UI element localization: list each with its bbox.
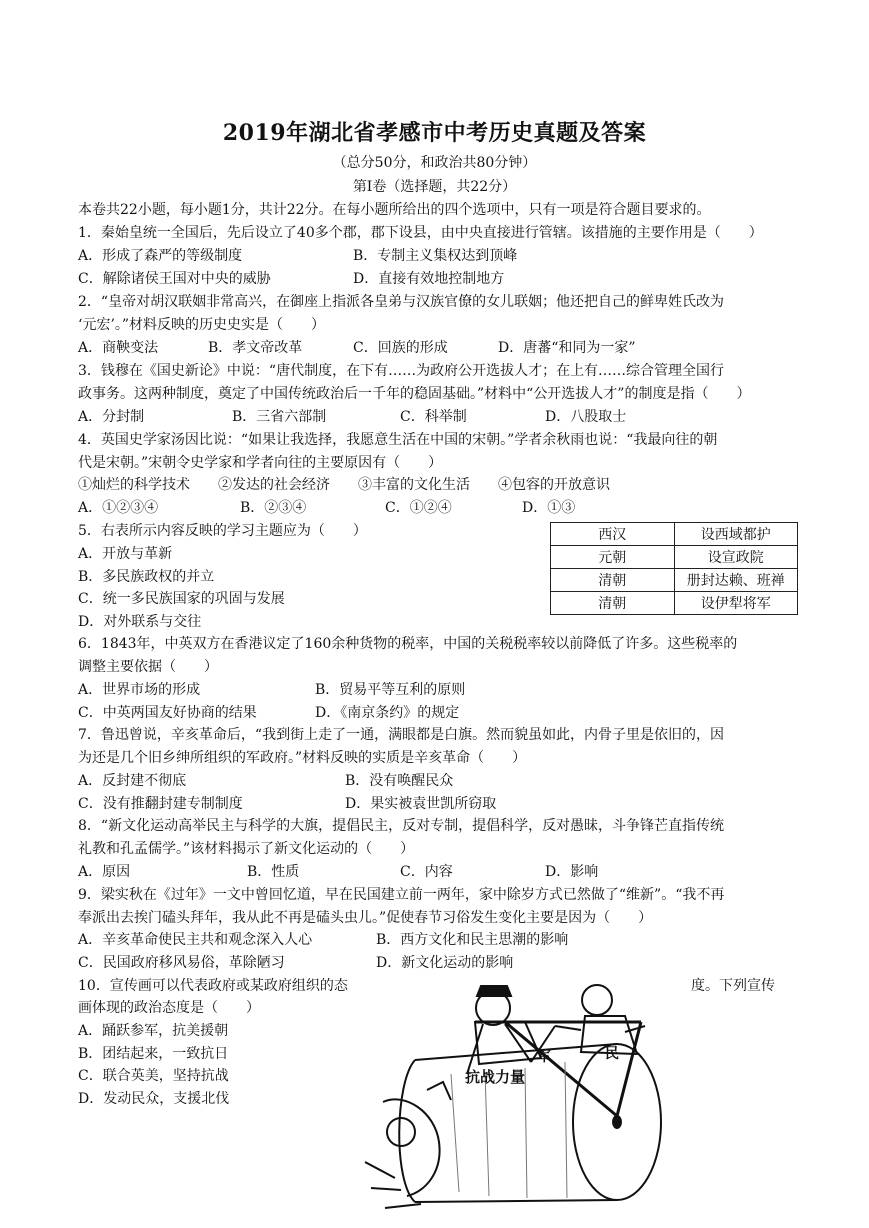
table-cell-measure: 册封达赖、班禅: [674, 569, 798, 592]
question-10-stem-line1b: 度。下列宣传: [691, 978, 775, 994]
q3-option-c: C．科举制: [400, 409, 467, 425]
q9-option-a: A．辛亥革命使民主共和观念深入人心: [78, 932, 313, 948]
question-3-stem-line1: 3．钱穆在《国史新论》中说：“唐代制度，在下有……为政府公开选拔人才；在上有……综合管理全国行: [78, 363, 725, 379]
question-7-stem-line2: 为还是几个旧乡绅所组织的军政府。”材料反映的实质是辛亥革命（ ）: [78, 750, 527, 766]
q3-option-b: B．三省六部制: [232, 409, 327, 425]
q2-option-a: A．商鞅变法: [78, 340, 159, 356]
q3-option-d: D．八股取士: [545, 409, 627, 425]
table-cell-dynasty: 清朝: [551, 569, 675, 592]
question-9-stem-line1: 9．梁实秋在《过年》一文中曾回忆道，早在民国建立前一两年，家中除岁方式已然做了“维新”。“我不再: [78, 887, 725, 903]
page-title: 2019年湖北省孝感市中考历史真题及答案: [222, 120, 647, 146]
q7-option-d: D．果实被袁世凯所窃取: [345, 796, 497, 812]
table-cell-measure: 设宣政院: [674, 546, 798, 569]
q4-option-b: B．②③④: [240, 500, 307, 516]
question-9-stem-line2: 奉派出去挨门磕头拜年，我从此不再是磕头虫儿。”促使春节习俗发生变化主要是因为（ ）: [78, 910, 653, 926]
q1-option-d: D．直接有效地控制地方: [353, 271, 505, 287]
q9-option-c: C．民国政府移风易俗，革除陋习: [78, 955, 285, 971]
table-row: [551, 569, 798, 592]
table-cell-measure: 设西域都护: [674, 523, 798, 546]
q8-option-c: C．内容: [400, 864, 453, 880]
question-4-stem-line2: 代是宋朝。”宋朝令史学家和学者向往的主要原因有（ ）: [78, 455, 443, 471]
q4-option-c: C．①②④: [385, 500, 452, 516]
question-10-stem-line1a: 10．宣传画可以代表政府或某政府组织的态: [78, 978, 348, 994]
table-row: [551, 523, 798, 546]
q9-option-d: D．新文化运动的影响: [376, 955, 514, 971]
poster-label-army: 军: [537, 1049, 551, 1065]
poster-label-force: 抗战力量: [465, 1068, 526, 1086]
question-6-stem-line2: 调整主要依据（ ）: [78, 659, 218, 675]
q8-option-a: A．原因: [78, 864, 131, 880]
q7-option-a: A．反封建不彻底: [78, 773, 187, 789]
q1-option-b: B．专制主义集权达到顶峰: [353, 248, 518, 264]
q5-option-b: B．多民族政权的并立: [78, 569, 215, 585]
section-heading: 第Ⅰ卷（选择题，共22分）: [352, 179, 517, 195]
q10-option-b: B．团结起来，一致抗日: [78, 1046, 229, 1062]
question-8-stem-line1: 8．“新文化运动高举民主与科学的大旗，提倡民主，反对专制，提倡科学，反对愚昧，斗争锋芒直指传统: [78, 818, 725, 834]
q4-option-d: D．①③: [522, 500, 576, 516]
q6-option-c: C．中英两国友好协商的结果: [78, 705, 257, 721]
propaganda-poster-illustration: [355, 982, 673, 1218]
q2-option-d: D．唐蕃“和同为一家”: [498, 340, 636, 356]
q3-option-a: A．分封制: [78, 409, 145, 425]
page-subtitle: （总分50分，和政治共80分钟）: [332, 155, 537, 171]
question-4-stem-line1: 4．英国史学家汤因比说：“如果让我选择，我愿意生活在中国的宋朝。”学者余秋雨也说：“我最向往的朝: [78, 432, 718, 448]
poster-label-people: 民: [605, 1046, 619, 1062]
question-2-stem-line2: ‘元宏’。”材料反映的历史史实是（ ）: [78, 317, 326, 333]
table-cell-dynasty: 清朝: [551, 592, 675, 615]
q5-option-d: D．对外联系与交往: [78, 614, 202, 630]
question-10-stem-line2: 画体现的政治态度是（ ）: [78, 1000, 260, 1016]
q8-option-d: D．影响: [545, 864, 599, 880]
q10-option-d: D．发动民众，支援北伐: [78, 1091, 230, 1107]
table-row: [551, 546, 798, 569]
question-3-stem-line2: 政事务。这两种制度，奠定了中国传统政治后一千年的稳固基础。”材料中“公开选拔人才”的制度是指（ ）: [78, 386, 751, 402]
question-1-stem: 1．秦始皇统一全国后，先后设立了40多个郡，郡下设县，由中央直接进行管辖。该措施的主要作用是（ ）: [78, 225, 763, 241]
q2-option-c: C．回族的形成: [353, 340, 448, 356]
q9-option-b: B．西方文化和民主思潮的影响: [376, 932, 569, 948]
q5-option-c: C．统一多民族国家的巩固与发展: [78, 591, 285, 607]
q2-option-b: B．孝文帝改革: [208, 340, 303, 356]
question-4-items: ①灿烂的科学技术 ②发达的社会经济 ③丰富的文化生活 ④包容的开放意识: [78, 477, 610, 493]
table-cell-dynasty: 元朝: [551, 546, 675, 569]
table-cell-dynasty: 西汉: [551, 523, 675, 546]
question-7-stem-line1: 7．鲁迅曾说，辛亥革命后，“我到街上走了一通，满眼都是白旗。然而貌虽如此，内骨子里是依旧的，因: [78, 727, 725, 743]
q1-option-a: A．形成了森严的等级制度: [78, 248, 243, 264]
q8-option-b: B．性质: [247, 864, 300, 880]
q5-option-a: A．开放与革新: [78, 546, 173, 562]
q4-option-a: A．①②③④: [78, 500, 159, 516]
q6-option-a: A．世界市场的形成: [78, 682, 201, 698]
question-5-stem: 5．右表所示内容反映的学习主题应为（ ）: [78, 523, 367, 539]
question-2-stem-line1: 2．“皇帝对胡汉联姻非常高兴，在御座上指派各皇弟与汉族官僚的女儿联姻；他还把自己的鲜卑姓氏改为: [78, 294, 725, 310]
q10-option-c: C．联合英美，坚持抗战: [78, 1068, 229, 1084]
q10-option-a: A．踊跃参军，抗美援朝: [78, 1023, 229, 1039]
q7-option-b: B．没有唤醒民众: [345, 773, 454, 789]
question-6-stem-line1: 6．1843年，中英双方在香港议定了160余种货物的税率，中国的关税税率较以前降低了许多。这些税率的: [78, 636, 738, 652]
q5-table: [550, 522, 798, 615]
table-cell-measure: 设伊犁将军: [674, 592, 798, 615]
q6-option-b: B．贸易平等互利的原则: [315, 682, 466, 698]
q1-option-c: C．解除诸侯王国对中央的威胁: [78, 271, 271, 287]
table-row: [551, 592, 798, 615]
q6-option-d: D．《南京条约》的规定: [315, 705, 460, 721]
section-intro: 本卷共22小题，每小题1分，共计22分。在每小题所给出的四个选项中，只有一项是符合题目要求的。: [78, 202, 711, 218]
question-8-stem-line2: 礼教和孔孟儒学。”该材料揭示了新文化运动的（ ）: [78, 841, 415, 857]
q7-option-c: C．没有推翻封建专制制度: [78, 796, 243, 812]
